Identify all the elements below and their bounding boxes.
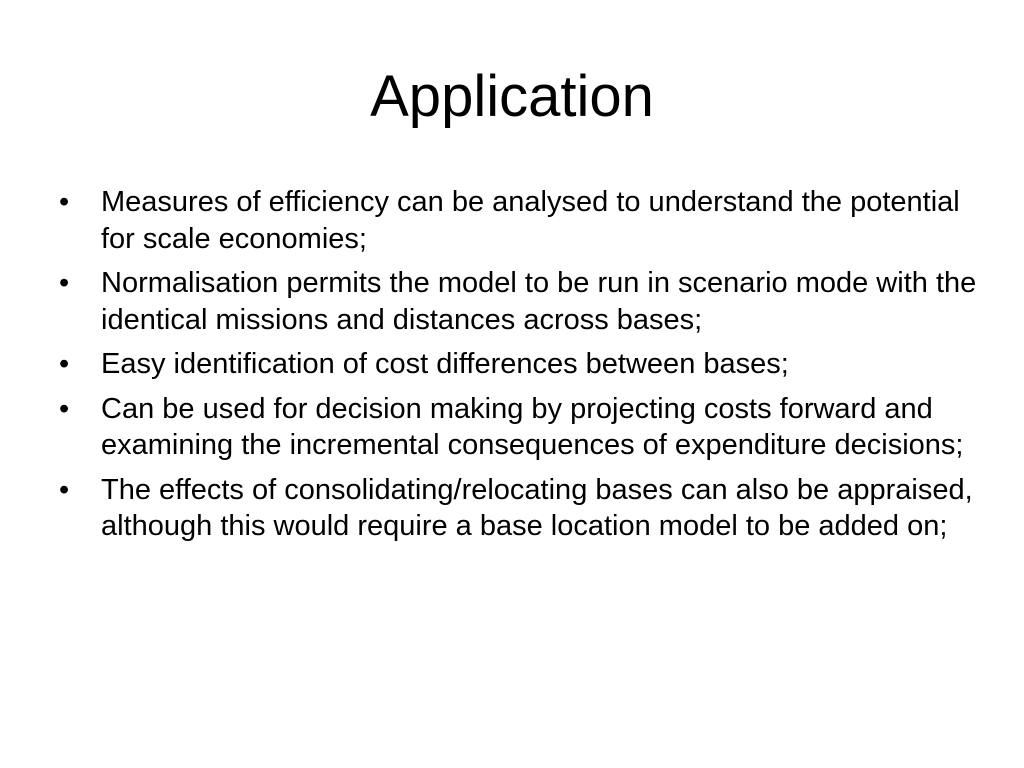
bullet-text: Can be used for decision making by projecting costs forward and examining the incremental consequences of expenditure decisions;	[101, 392, 964, 461]
bullet-item-consolidation	[59, 472, 979, 545]
bullet-text: The effects of consolidating/relocating bases can also be appraised, although this would require a base location model to be added on;	[101, 473, 973, 542]
slide-title: Application	[370, 64, 654, 129]
bullet-item-cost-differences	[59, 346, 979, 383]
bullet-text: Easy identification of cost differences between bases;	[101, 348, 789, 380]
bullet-icon: •	[59, 267, 70, 299]
bullet-item-decision-making	[59, 391, 979, 464]
bullet-item-efficiency	[59, 184, 979, 257]
bullet-item-normalisation	[59, 265, 979, 338]
bullet-icon: •	[59, 473, 70, 506]
bullet-list	[59, 184, 979, 553]
bullet-text: Measures of efficiency can be analysed to understand the potential for scale economies;	[101, 186, 960, 255]
bullet-icon: •	[59, 392, 70, 425]
bullet-icon: •	[59, 186, 70, 218]
bullet-text: Normalisation permits the model to be run in scenario mode with the identical missions and distances across bases;	[101, 267, 977, 336]
bullet-icon: •	[59, 348, 70, 380]
